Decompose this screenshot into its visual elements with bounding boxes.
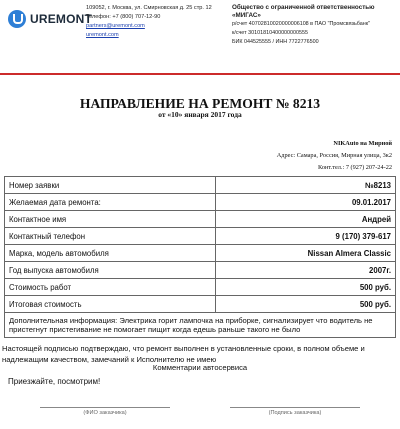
row-value: №8213: [215, 177, 395, 194]
signature-line: [230, 407, 360, 408]
row-value: 500 руб.: [215, 296, 395, 313]
row-label: Номер заявки: [5, 177, 216, 194]
table-row: [5, 228, 396, 245]
bik-inn: БИК 044525555 / ИНН 7722776500: [232, 39, 319, 45]
document-header: [0, 0, 400, 72]
order-details-table: [4, 176, 396, 338]
company-requisites: [232, 4, 397, 47]
email-link[interactable]: partners@uremont.com: [86, 23, 145, 29]
phone-text: Телефон: +7 (800) 707-12-90: [86, 14, 161, 20]
service-comment: Приезжайте, посмотрим!: [8, 377, 101, 386]
signature-name-line: [40, 407, 170, 408]
table-row-note: [5, 313, 396, 338]
row-label: Контактный телефон: [5, 228, 216, 245]
row-value: Nissan Almera Classic: [215, 245, 395, 262]
row-label: Итоговая стоимость: [5, 296, 216, 313]
row-label: Стоимость работ: [5, 279, 216, 296]
additional-info: Дополнительная информация: Электрика горит лампочка на приборке, сигнализирует что водитель не пристегнут пристегивание не помогает пищит когда едешь раньше такого не было: [5, 313, 396, 338]
table-row: [5, 296, 396, 313]
service-phone: Конт.тел.: 7 (927) 207-24-22: [317, 164, 392, 171]
website-link[interactable]: uremont.com: [86, 32, 119, 38]
signature-label: (Подпись заказчика): [268, 410, 322, 416]
contact-info: [86, 4, 212, 40]
account-1: р/счет 40702810020000006108 в ПАО "Промсвязьбанк": [232, 21, 370, 27]
service-address: Адрес: Самара, Россия, Мирная улица, 3к2: [276, 152, 392, 159]
confirmation-text: Настоящей подписью подтверждаю, что ремонт выполнен в установленные сроки, в полном объеме и надлежащим качеством, замечаний к Исполнителю не имею: [2, 344, 365, 364]
row-value: 2007г.: [215, 262, 395, 279]
row-value: Андрей: [215, 211, 395, 228]
table-row: [5, 279, 396, 296]
table-row: [5, 177, 396, 194]
service-name: NIKAuto на Мирной: [333, 140, 392, 147]
row-label: Желаемая дата ремонта:: [5, 194, 216, 211]
uremont-logo-icon: [8, 10, 26, 28]
row-label: Контактное имя: [5, 211, 216, 228]
document-date: от «10» января 2017 года: [158, 110, 242, 119]
comments-title: Комментарии автосервиса: [152, 363, 248, 372]
table-row: [5, 194, 396, 211]
address-text: 109052, г. Москва, ул. Смирновская д. 25 стр. 12: [86, 5, 212, 11]
row-label: Марка, модель автомобиля: [5, 245, 216, 262]
row-value: 9 (170) 379-617: [215, 228, 395, 245]
row-value: 09.01.2017: [215, 194, 395, 211]
table-row: [5, 245, 396, 262]
uremont-logo: [8, 10, 92, 28]
signature-name-label: (ФИО заказчика): [83, 410, 127, 416]
service-info: [277, 138, 392, 174]
row-value: 500 руб.: [215, 279, 395, 296]
row-label: Год выпуска автомобиля: [5, 262, 216, 279]
document-title: НАПРАВЛЕНИЕ НА РЕМОНТ № 8213: [79, 96, 321, 111]
table-row: [5, 262, 396, 279]
company-name: Общество с ограниченной ответственностью «МИГАС»: [232, 4, 375, 19]
account-2: к/счет 30101810400000000555: [232, 30, 309, 36]
logo-text: UREMONT: [30, 12, 93, 26]
header-divider: [0, 73, 400, 75]
table-row: [5, 211, 396, 228]
